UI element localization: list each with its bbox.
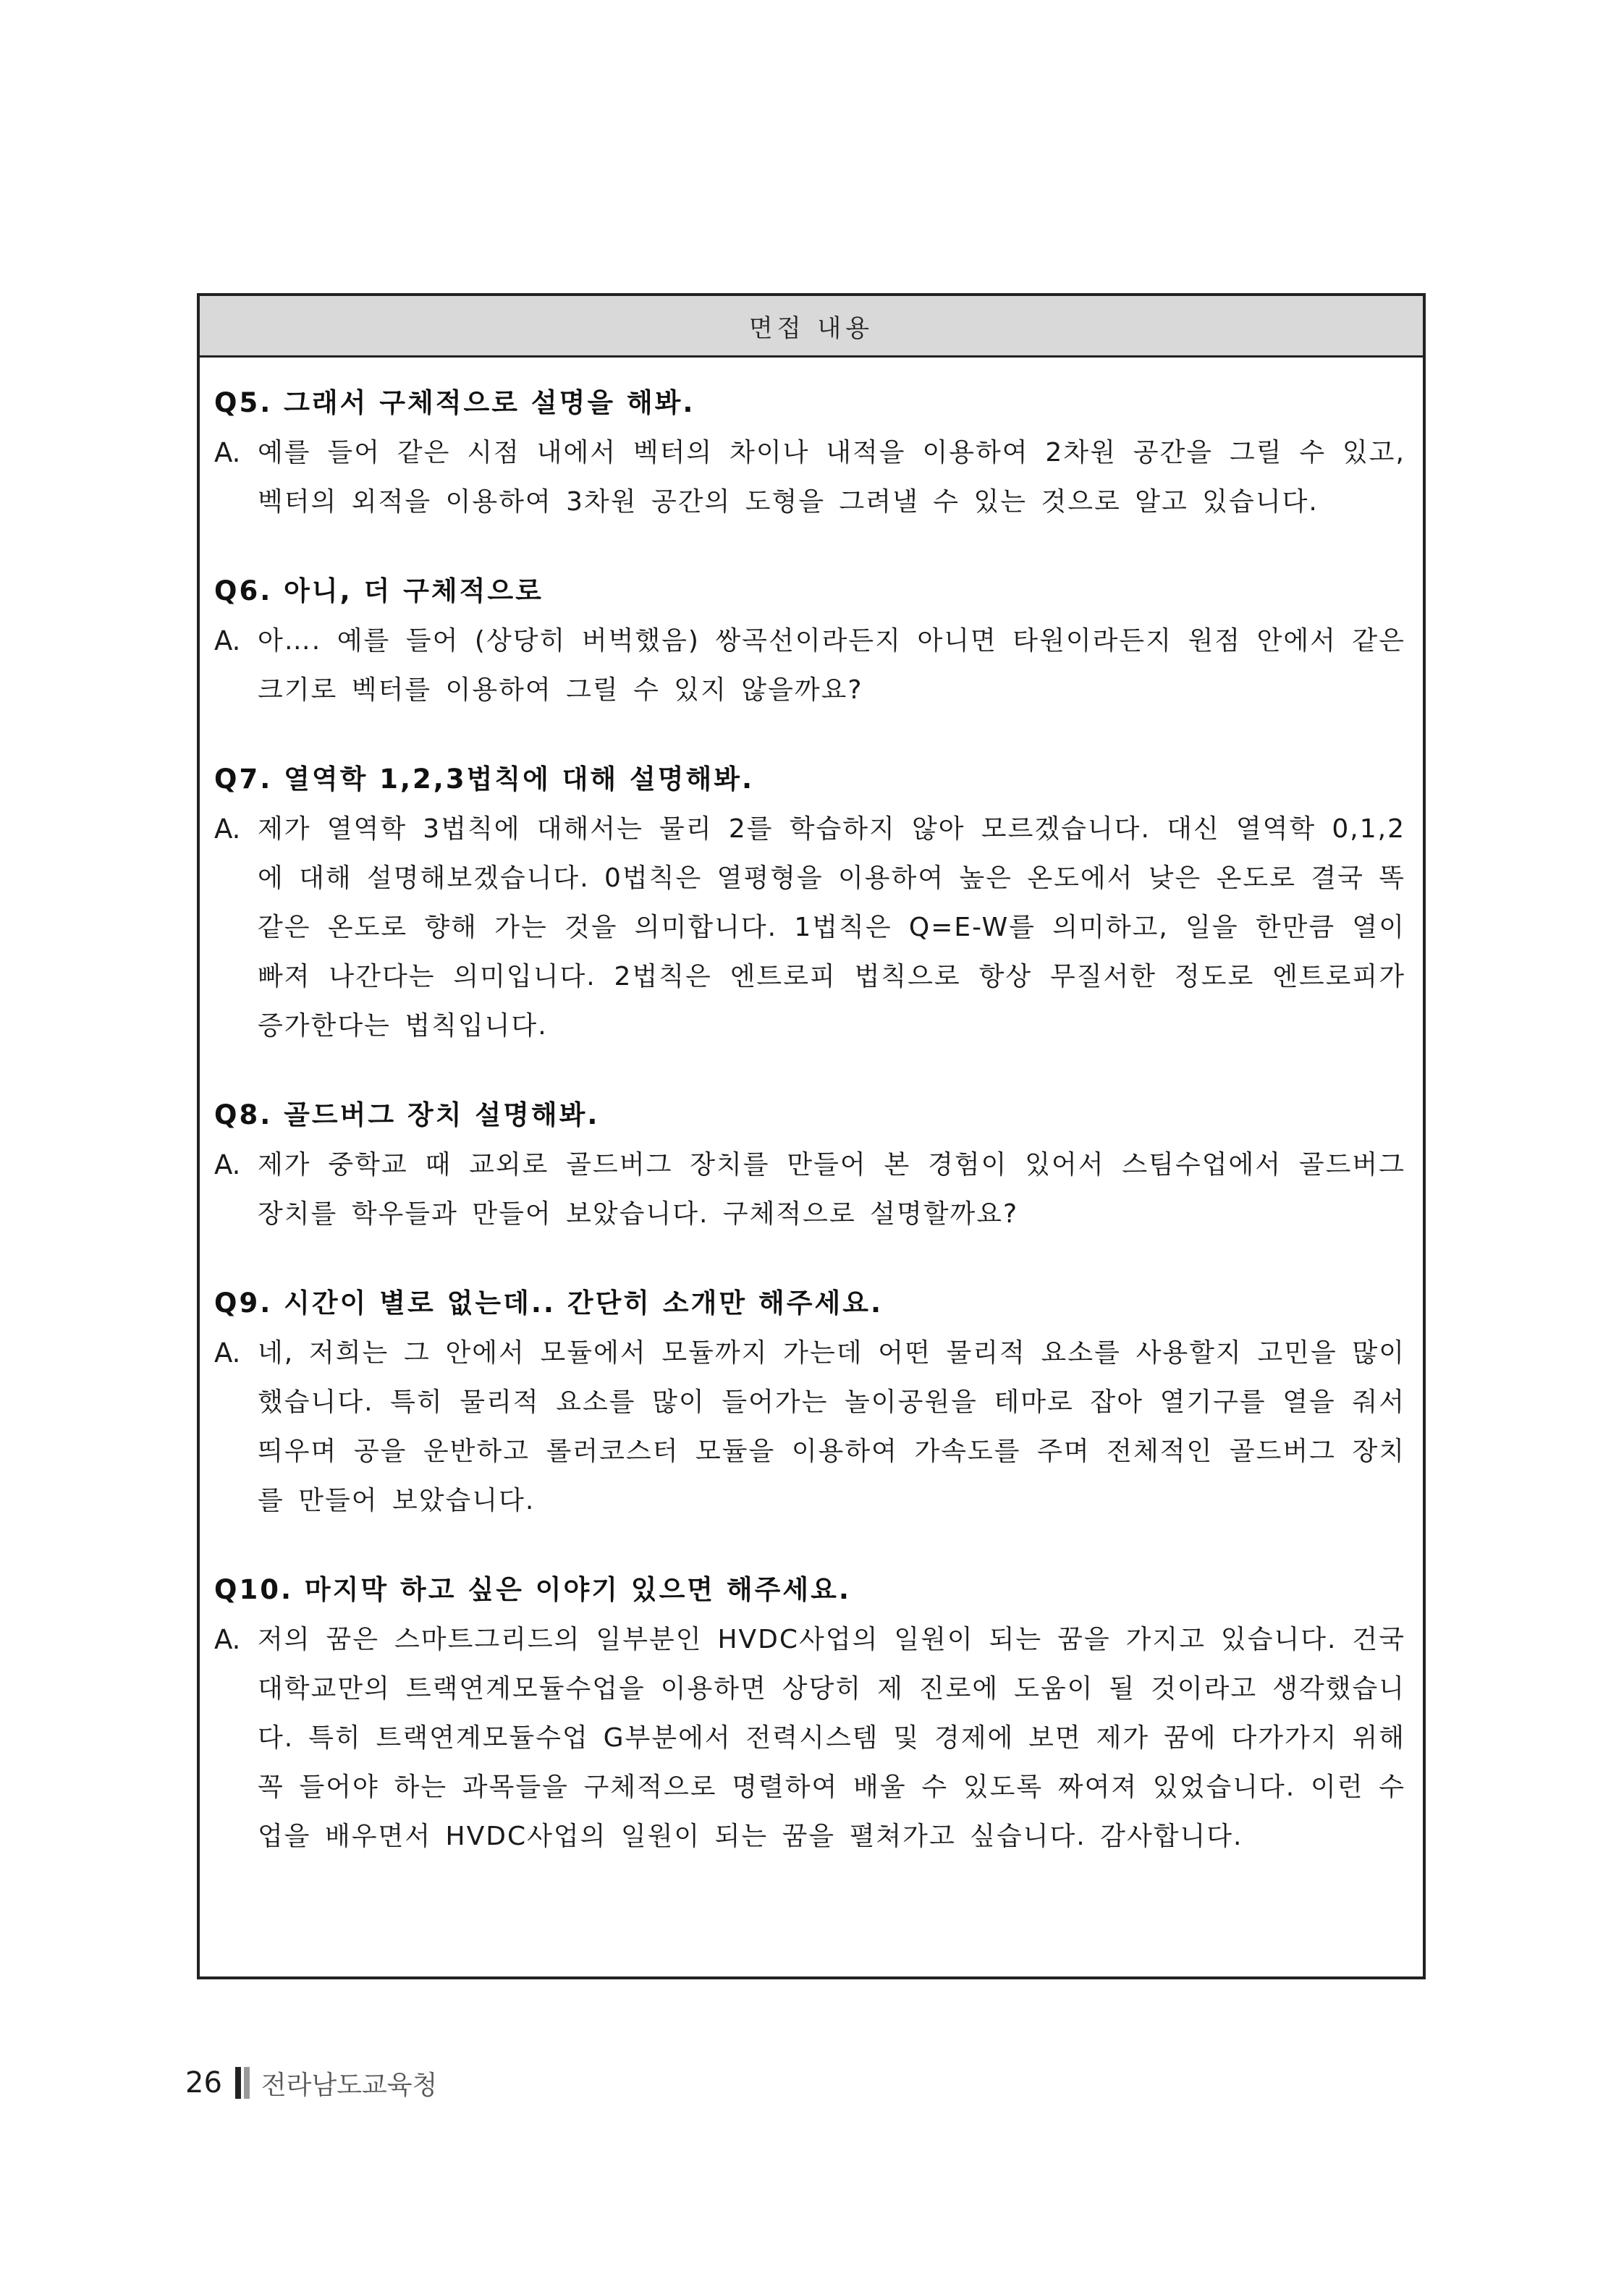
page-number: 26 [185, 2066, 222, 2100]
answer-mark: A. [214, 1149, 241, 1180]
qa-item-q8 [214, 1096, 1405, 1239]
qa-item-q9 [214, 1284, 1405, 1526]
answer-q8 [214, 1141, 1405, 1239]
answer-text: 아…. 예를 들어 (상당히 버벅했음) 쌍곡선이라든지 아니면 타원이라든지 원점 안에서 같은 크기로 벡터를 이용하여 그릴 수 있지 않을까요? [258, 626, 1405, 705]
answer-q9 [214, 1329, 1405, 1526]
answer-q10 [214, 1615, 1405, 1861]
answer-text: 네, 저희는 그 안에서 모듈에서 모듈까지 가는데 어떤 물리적 요소를 사용할지 고민을 많이 했습니다. 특히 물리적 요소를 많이 들어가는 놀이공원을 테마로 잡아 열기구를 열을 줘서 띄우며 공을 운반하고 롤러코스터 모듈을 이용하여 가속도를 주며 전체적인 골드버그 장치를 만들어 보았습니다. [258, 1338, 1405, 1515]
question-q9: Q9. 시간이 별로 없는데.. 간단히 소개만 해주세요. [214, 1288, 884, 1319]
question-q6: Q6. 아니, 더 구체적으로 [214, 575, 544, 606]
qa-item-q7 [214, 760, 1405, 1051]
footer-divider-light-icon [244, 2067, 250, 2099]
qa-item-q6 [214, 572, 1405, 715]
answer-text: 예를 들어 같은 시점 내에서 벡터의 차이나 내적을 이용하여 2차원 공간을 그릴 수 있고, 벡터의 외적을 이용하여 3차원 공간의 도형을 그려낼 수 있는 것으로 알고 있습니다. [258, 438, 1405, 517]
publisher-name: 전라남도교육청 [261, 2070, 438, 2100]
question-q7: Q7. 열역학 1,2,3법칙에 대해 설명해봐. [214, 764, 755, 795]
question-q5: Q5. 그래서 구체적으로 설명을 해봐. [214, 387, 695, 418]
question-q10: Q10. 마지막 하고 싶은 이야기 있으면 해주세요. [214, 1574, 851, 1605]
answer-text: 저의 꿈은 스마트그리드의 일부분인 HVDC사업의 일원이 되는 꿈을 가지고 있습니다. 건국대학교만의 트랙연계모듈수업을 이용하면 상당히 제 진로에 도움이 될 것이라고 생각했습니다. 특히 트랙연계모듈수업 G부분에서 전력시스템 및 경제에 보면 제가 꿈에 다가가지 위해 꼭 들어야 하는 과목들을 구체적으로 명렬하여 배울 수 있도록 짜여져 있었습니다. 이런 수업을 배우면서 HVDC사업의 일원이 되는 꿈을 펼쳐가고 싶습니다. 감사합니다. [258, 1625, 1405, 1851]
answer-text: 제가 중학교 때 교외로 골드버그 장치를 만들어 본 경험이 있어서 스팀수업에서 골드버그 장치를 학우들과 만들어 보았습니다. 구체적으로 설명할까요? [258, 1150, 1405, 1229]
qa-item-q5 [214, 384, 1405, 527]
table-body [200, 358, 1423, 1861]
answer-q6 [214, 617, 1405, 715]
table-header: 면접 내용 [200, 296, 1423, 358]
answer-text: 제가 열역학 3법칙에 대해서는 물리 2를 학습하지 않아 모르겠습니다. 대신 열역학 0,1,2에 대해 설명해보겠습니다. 0법칙은 열평형을 이용하여 높은 온도에서 낮은 온도로 결국 똑같은 온도로 향해 가는 것을 의미합니다. 1법칙은 Q=E-W를 의미하고, 일을 한만큼 열이 빠져 나간다는 의미입니다. 2법칙은 엔트로피 법칙으로 항상 무질서한 정도로 엔트로피가 증가한다는 법칙입니다. [258, 814, 1405, 1041]
page-footer [185, 2061, 437, 2105]
answer-mark: A. [214, 625, 241, 656]
answer-mark: A. [214, 1337, 241, 1369]
answer-q7 [214, 805, 1405, 1051]
qa-item-q10 [214, 1570, 1405, 1861]
answer-mark: A. [214, 1624, 241, 1655]
footer-divider-icon [235, 2067, 241, 2099]
interview-table [197, 293, 1426, 1979]
question-q8: Q8. 골드버그 장치 설명해봐. [214, 1099, 600, 1130]
answer-mark: A. [214, 437, 241, 468]
answer-q5 [214, 428, 1405, 527]
answer-mark: A. [214, 813, 241, 845]
